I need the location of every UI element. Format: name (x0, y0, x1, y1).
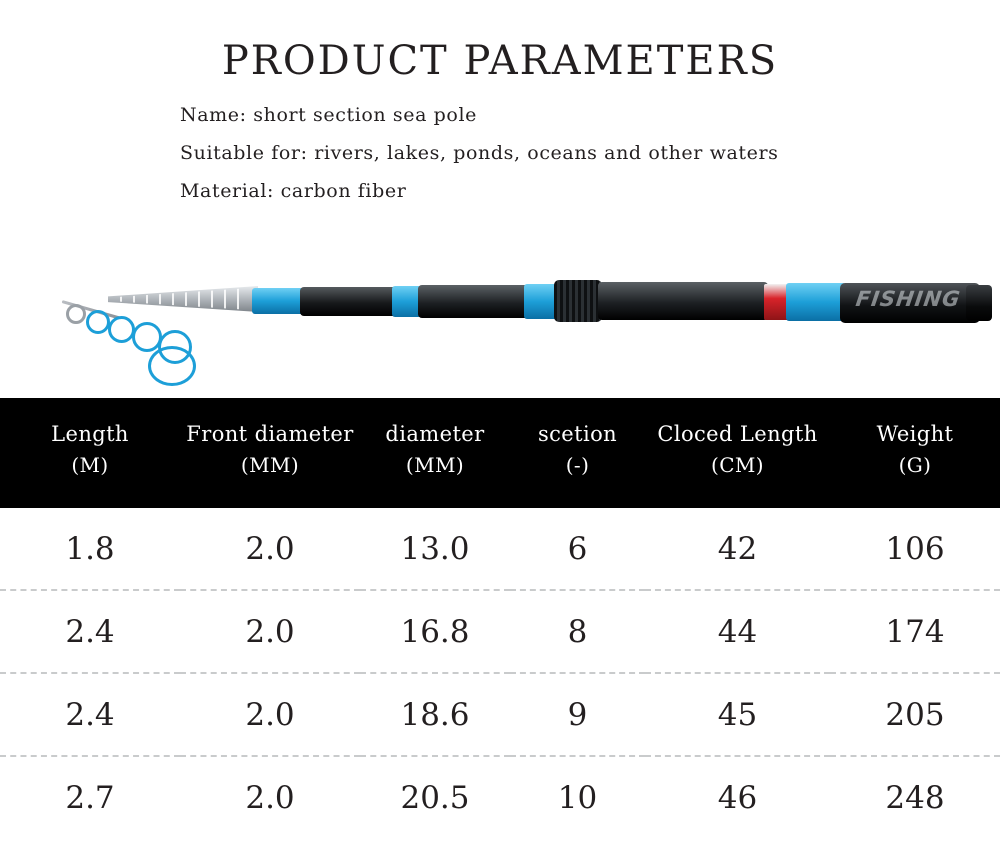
rod-reel-seat (554, 280, 602, 322)
cell-section: 10 (510, 756, 645, 838)
column-header-label: Weight (876, 421, 954, 446)
rod-guide-icon (86, 310, 110, 334)
column-header-label: Front diameter (186, 421, 354, 446)
cell-section: 8 (510, 590, 645, 673)
cell-closed-length: 42 (645, 508, 830, 590)
cell-weight: 248 (830, 756, 1000, 838)
cell-length: 1.8 (0, 508, 180, 590)
cell-length: 2.4 (0, 590, 180, 673)
cell-closed-length: 45 (645, 673, 830, 756)
rod-guide-icon (66, 304, 86, 324)
spec-line-material: Material: carbon fiber (180, 180, 407, 202)
column-header-unit: (M) (71, 453, 109, 478)
cell-diameter: 13.0 (360, 508, 510, 590)
column-header-label: diameter (385, 421, 485, 446)
table-row (0, 590, 1000, 673)
column-header-front-diameter (180, 398, 360, 508)
rod-butt-cap (966, 285, 992, 321)
rod-grip-3 (598, 282, 768, 320)
cell-front-diameter: 2.0 (180, 508, 360, 590)
rod-blue-ferrule-1 (252, 288, 304, 314)
column-header-section (510, 398, 645, 508)
header-block (0, 0, 1000, 218)
rod-guide-icon (108, 316, 135, 343)
cell-section: 9 (510, 673, 645, 756)
cell-diameter: 20.5 (360, 756, 510, 838)
rod-guide-icon (148, 346, 196, 386)
rod-blue-ferrule-3 (524, 284, 558, 319)
column-header-label: Cloced Length (657, 421, 818, 446)
spec-line-name: Name: short section sea pole (180, 104, 477, 126)
rod-grip-1 (300, 287, 396, 316)
column-header-unit: (G) (898, 453, 932, 478)
column-header-unit: (MM) (240, 453, 300, 478)
column-header-unit: (MM) (405, 453, 465, 478)
spec-line-suitable-for: Suitable for: rivers, lakes, ponds, oceans and other waters (180, 142, 779, 164)
rod-brand-text: FISHING (854, 287, 963, 311)
cell-length: 2.7 (0, 756, 180, 838)
cell-closed-length: 44 (645, 590, 830, 673)
page-title: PRODUCT PARAMETERS (221, 38, 779, 84)
rod-blue-ferrule-4 (786, 283, 846, 321)
column-header-unit: (CM) (711, 453, 764, 478)
cell-weight: 174 (830, 590, 1000, 673)
column-header-length (0, 398, 180, 508)
cell-section: 6 (510, 508, 645, 590)
cell-length: 2.4 (0, 673, 180, 756)
column-header-closed-length (645, 398, 830, 508)
table-row (0, 508, 1000, 590)
table-row (0, 673, 1000, 756)
table-body (0, 508, 1000, 838)
fishing-rod-illustration (0, 258, 1000, 398)
column-header-label: Length (51, 421, 129, 446)
column-header-diameter (360, 398, 510, 508)
table-header-row (0, 398, 1000, 508)
column-header-weight (830, 398, 1000, 508)
cell-diameter: 16.8 (360, 590, 510, 673)
rod-grip-2 (418, 285, 528, 318)
column-header-label: scetion (537, 421, 618, 446)
cell-front-diameter: 2.0 (180, 673, 360, 756)
cell-weight: 205 (830, 673, 1000, 756)
cell-closed-length: 46 (645, 756, 830, 838)
specification-table (0, 398, 1000, 838)
cell-diameter: 18.6 (360, 673, 510, 756)
product-photo (0, 258, 1000, 398)
column-header-unit: (-) (565, 453, 590, 478)
cell-front-diameter: 2.0 (180, 756, 360, 838)
table-row (0, 756, 1000, 838)
cell-weight: 106 (830, 508, 1000, 590)
table-header (0, 398, 1000, 508)
specification-table-wrapper (0, 398, 1000, 838)
cell-front-diameter: 2.0 (180, 590, 360, 673)
spec-list (180, 104, 1000, 202)
